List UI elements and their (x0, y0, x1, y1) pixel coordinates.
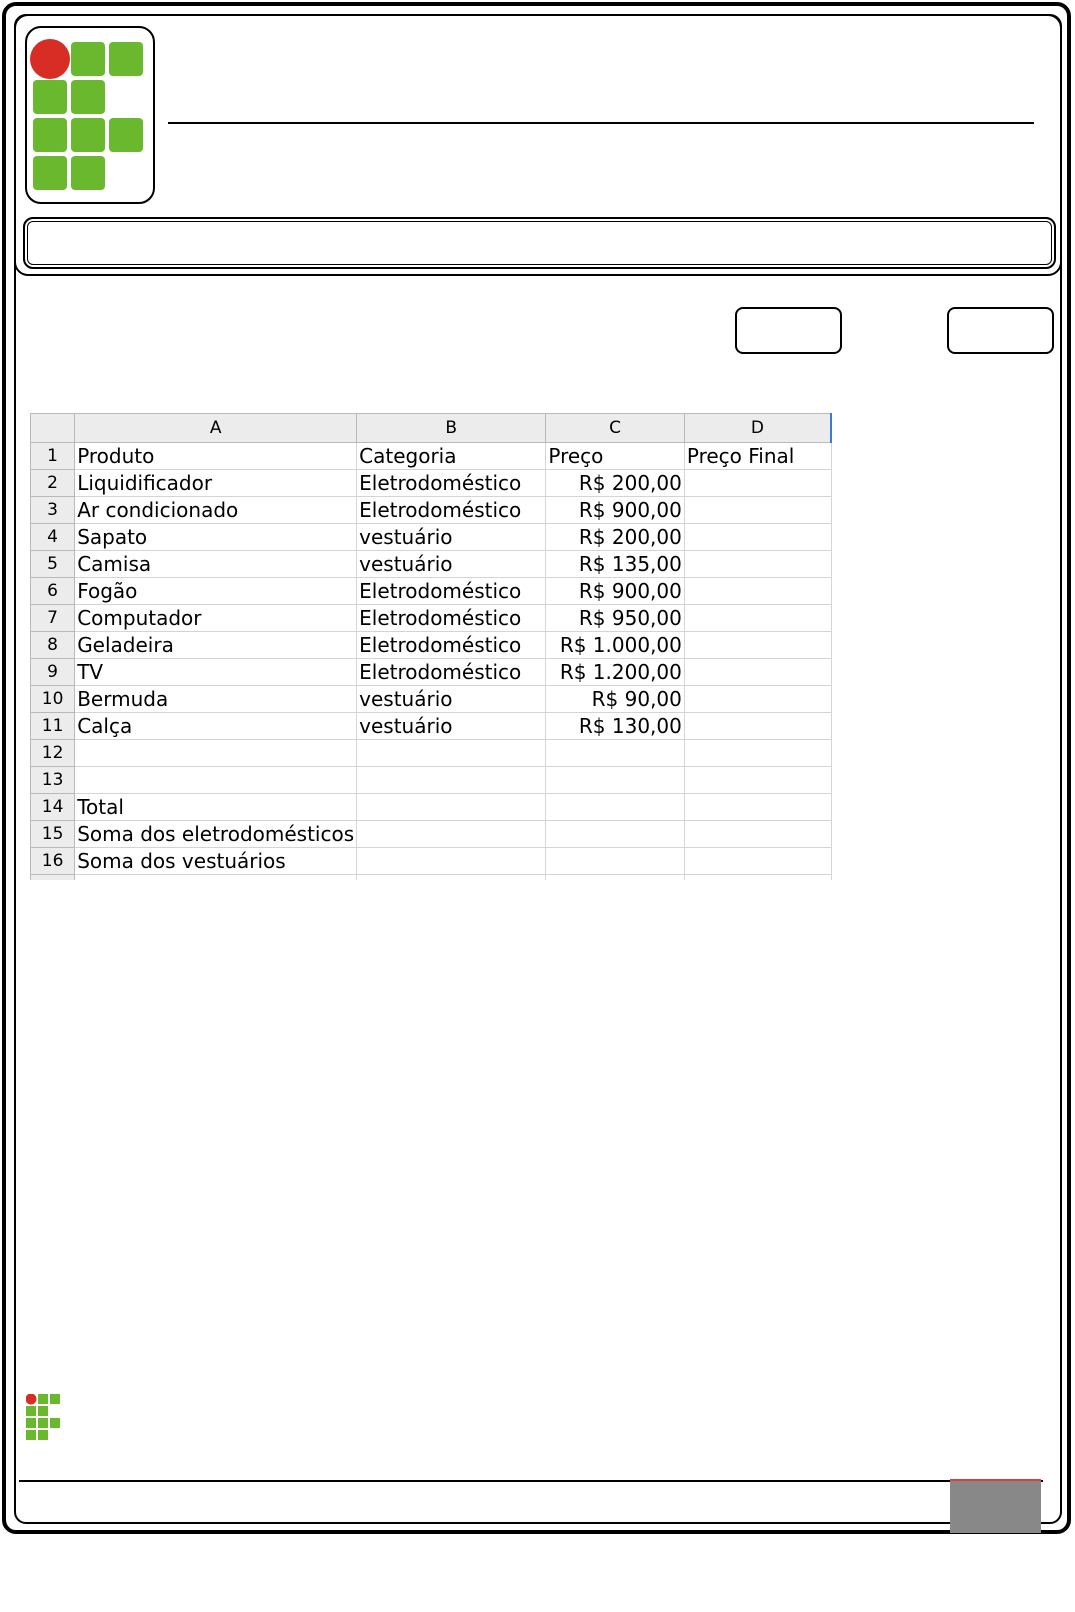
cell-a[interactable] (75, 740, 357, 767)
cell-a[interactable]: Soma dos eletrodomésticos (75, 821, 357, 848)
cell-b[interactable] (357, 821, 546, 848)
table-row (31, 686, 832, 713)
cell-b[interactable]: vestuário (357, 524, 546, 551)
row-header[interactable]: 5 (31, 551, 75, 578)
corner-cell[interactable] (31, 414, 75, 443)
table-row (31, 497, 832, 524)
cell-d[interactable]: Preço Final (684, 443, 831, 470)
table-row (31, 848, 832, 875)
cell-d[interactable] (684, 659, 831, 686)
column-header[interactable]: B (357, 414, 546, 443)
cell-c[interactable]: R$ 950,00 (546, 605, 685, 632)
footer-logo-icon (26, 1394, 62, 1442)
row-header[interactable]: 2 (31, 470, 75, 497)
page-number-box (950, 1479, 1041, 1533)
column-header[interactable]: A (75, 414, 357, 443)
cell[interactable] (357, 875, 546, 881)
row-header[interactable]: 11 (31, 713, 75, 740)
cell-c[interactable]: R$ 90,00 (546, 686, 685, 713)
table-row (31, 659, 832, 686)
cell-a[interactable]: Total (75, 794, 357, 821)
cell-c[interactable] (546, 848, 685, 875)
cell-c[interactable]: R$ 900,00 (546, 578, 685, 605)
cell-b[interactable]: Categoria (357, 443, 546, 470)
institution-logo-icon (27, 28, 153, 202)
cell-b[interactable] (357, 767, 546, 794)
cell-c[interactable]: R$ 1.000,00 (546, 632, 685, 659)
cell-a[interactable]: Camisa (75, 551, 357, 578)
cell-b[interactable]: Eletrodoméstico (357, 497, 546, 524)
table-row (31, 632, 832, 659)
institution-logo-box (25, 26, 155, 204)
cell-d[interactable] (684, 740, 831, 767)
table-row (31, 794, 832, 821)
row-header[interactable]: 8 (31, 632, 75, 659)
spreadsheet (30, 413, 832, 880)
cell-c[interactable]: R$ 200,00 (546, 524, 685, 551)
cell[interactable] (684, 875, 831, 881)
cell-a[interactable]: Calça (75, 713, 357, 740)
row-header[interactable]: 6 (31, 578, 75, 605)
cell-d[interactable] (684, 551, 831, 578)
grade-box[interactable] (735, 307, 842, 354)
cell-d[interactable] (684, 632, 831, 659)
cell-b[interactable]: Eletrodoméstico (357, 605, 546, 632)
cell-c[interactable]: R$ 900,00 (546, 497, 685, 524)
table-row (31, 578, 832, 605)
row-header[interactable]: 12 (31, 740, 75, 767)
date-box[interactable] (947, 307, 1054, 354)
cell-b[interactable]: Eletrodoméstico (357, 659, 546, 686)
cell-a[interactable] (75, 767, 357, 794)
column-header[interactable]: D (684, 414, 831, 443)
cell-d[interactable] (684, 524, 831, 551)
table-row (31, 821, 832, 848)
row-header[interactable]: 7 (31, 605, 75, 632)
cell-b[interactable]: Eletrodoméstico (357, 470, 546, 497)
table-row (31, 740, 832, 767)
cell-d[interactable] (684, 848, 831, 875)
column-header[interactable]: C (546, 414, 685, 443)
row-header[interactable] (31, 875, 75, 881)
cell-c[interactable] (546, 794, 685, 821)
cell-b[interactable] (357, 848, 546, 875)
cell[interactable] (546, 875, 685, 881)
cell-d[interactable] (684, 767, 831, 794)
cell-a[interactable]: Computador (75, 605, 357, 632)
cell[interactable] (75, 875, 357, 881)
cell-c[interactable]: R$ 200,00 (546, 470, 685, 497)
row-header[interactable]: 3 (31, 497, 75, 524)
cell-c[interactable]: Preço (546, 443, 685, 470)
cell-a[interactable]: Fogão (75, 578, 357, 605)
cell-c[interactable] (546, 740, 685, 767)
cell-a[interactable]: Liquidificador (75, 470, 357, 497)
cell-a[interactable]: Bermuda (75, 686, 357, 713)
row-header[interactable]: 14 (31, 794, 75, 821)
row-header[interactable]: 15 (31, 821, 75, 848)
table-row (31, 713, 832, 740)
cell-b[interactable]: vestuário (357, 713, 546, 740)
table-row-partial (31, 875, 832, 881)
cell-d[interactable] (684, 605, 831, 632)
cell-c[interactable]: R$ 1.200,00 (546, 659, 685, 686)
spreadsheet-table (30, 413, 832, 880)
table-row (31, 443, 832, 470)
cell-c[interactable] (546, 767, 685, 794)
cell-d[interactable] (684, 713, 831, 740)
row-header[interactable]: 4 (31, 524, 75, 551)
cell-c[interactable] (546, 821, 685, 848)
cell-b[interactable]: vestuário (357, 686, 546, 713)
cell-b[interactable] (357, 794, 546, 821)
cell-d[interactable] (684, 686, 831, 713)
table-row (31, 767, 832, 794)
cell-c[interactable]: R$ 135,00 (546, 551, 685, 578)
cell-b[interactable]: vestuário (357, 551, 546, 578)
cell-a[interactable]: Produto (75, 443, 357, 470)
footer-line (19, 1480, 1043, 1482)
row-header[interactable]: 16 (31, 848, 75, 875)
cell-b[interactable]: Eletrodoméstico (357, 578, 546, 605)
table-row (31, 470, 832, 497)
cell-b[interactable]: Eletrodoméstico (357, 632, 546, 659)
table-row (31, 605, 832, 632)
cell-d[interactable] (684, 578, 831, 605)
table-row (31, 551, 832, 578)
cell-b[interactable] (357, 740, 546, 767)
cell-d[interactable] (684, 497, 831, 524)
cell-d[interactable] (684, 821, 831, 848)
cell-a[interactable]: Soma dos vestuários (75, 848, 357, 875)
row-header[interactable]: 1 (31, 443, 75, 470)
cell-d[interactable] (684, 470, 831, 497)
cell-a[interactable]: TV (75, 659, 357, 686)
cell-d[interactable] (684, 794, 831, 821)
cell-a[interactable]: Ar condicionado (75, 497, 357, 524)
row-header[interactable]: 13 (31, 767, 75, 794)
table-row (31, 524, 832, 551)
cell-a[interactable]: Geladeira (75, 632, 357, 659)
header-name-line (168, 122, 1034, 124)
row-header[interactable]: 9 (31, 659, 75, 686)
title-strip (23, 217, 1056, 269)
cell-c[interactable]: R$ 130,00 (546, 713, 685, 740)
row-header[interactable]: 10 (31, 686, 75, 713)
cell-a[interactable]: Sapato (75, 524, 357, 551)
